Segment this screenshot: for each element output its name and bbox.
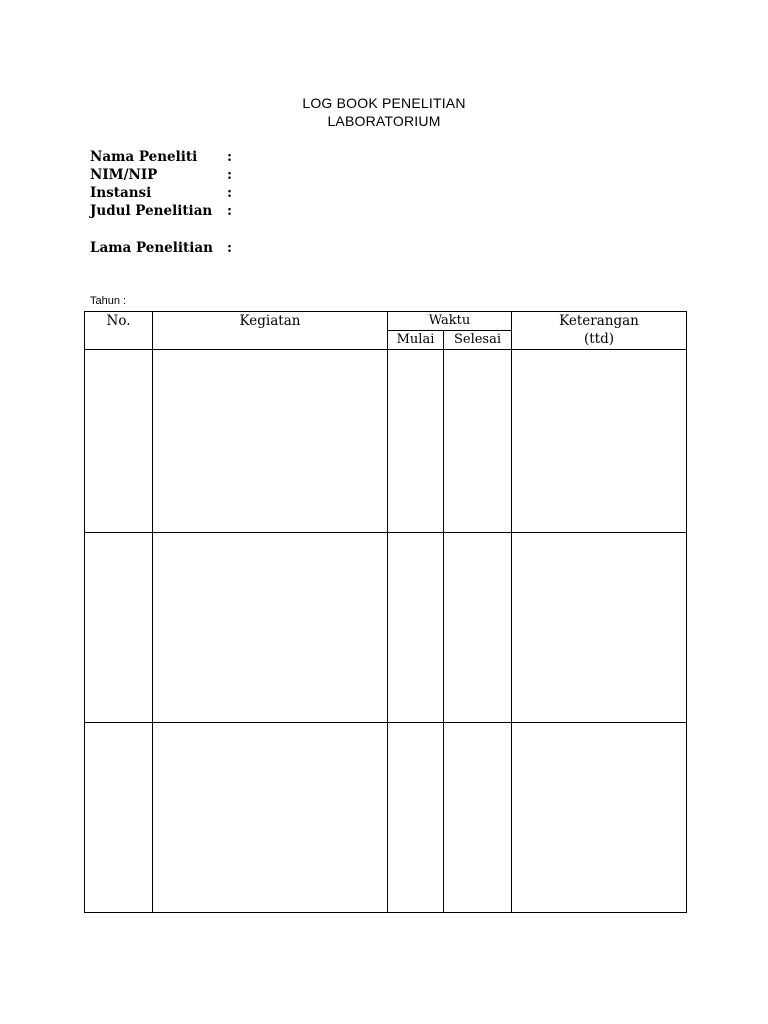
cell-kegiatan[interactable] (153, 723, 388, 913)
field-nim-nip (90, 167, 232, 183)
header-ttd-label: (ttd) (583, 331, 615, 347)
cell-mulai[interactable] (388, 350, 444, 533)
table-row (85, 723, 687, 913)
field-separator: : (227, 185, 232, 201)
cell-selesai[interactable] (444, 350, 512, 533)
field-separator: : (227, 167, 232, 183)
field-instansi (90, 185, 232, 201)
cell-keterangan[interactable] (512, 350, 687, 533)
document-title: LOG BOOK PENELITIAN (302, 95, 466, 111)
field-label: Judul Penelitian (90, 203, 213, 219)
field-separator: : (227, 149, 232, 165)
cell-no[interactable] (85, 533, 153, 723)
table-row (85, 350, 687, 533)
header-waktu: Waktu (388, 312, 512, 331)
field-lama-penelitian (90, 240, 232, 256)
cell-keterangan[interactable] (512, 723, 687, 913)
field-label: Instansi (90, 185, 152, 201)
field-label: NIM/NIP (90, 167, 158, 183)
cell-mulai[interactable] (388, 533, 444, 723)
field-judul-penelitian (90, 203, 232, 219)
field-label: Nama Peneliti (90, 149, 198, 165)
cell-kegiatan[interactable] (153, 533, 388, 723)
header-selesai: Selesai (444, 331, 512, 350)
header-mulai: Mulai (388, 331, 444, 350)
header-keterangan (512, 312, 687, 350)
header-kegiatan: Kegiatan (153, 312, 388, 350)
cell-mulai[interactable] (388, 723, 444, 913)
document-subtitle: LABORATORIUM (327, 113, 441, 129)
field-separator: : (227, 240, 232, 256)
header-no: No. (85, 312, 153, 350)
cell-no[interactable] (85, 350, 153, 533)
field-nama-peneliti (90, 149, 232, 165)
cell-selesai[interactable] (444, 533, 512, 723)
tahun-label: Tahun : (90, 295, 127, 307)
cell-no[interactable] (85, 723, 153, 913)
log-table (84, 311, 687, 913)
cell-kegiatan[interactable] (153, 350, 388, 533)
header-keterangan-label: Keterangan (559, 313, 639, 329)
field-label: Lama Penelitian (90, 240, 213, 256)
table-row (85, 533, 687, 723)
cell-selesai[interactable] (444, 723, 512, 913)
field-separator: : (227, 203, 232, 219)
cell-keterangan[interactable] (512, 533, 687, 723)
